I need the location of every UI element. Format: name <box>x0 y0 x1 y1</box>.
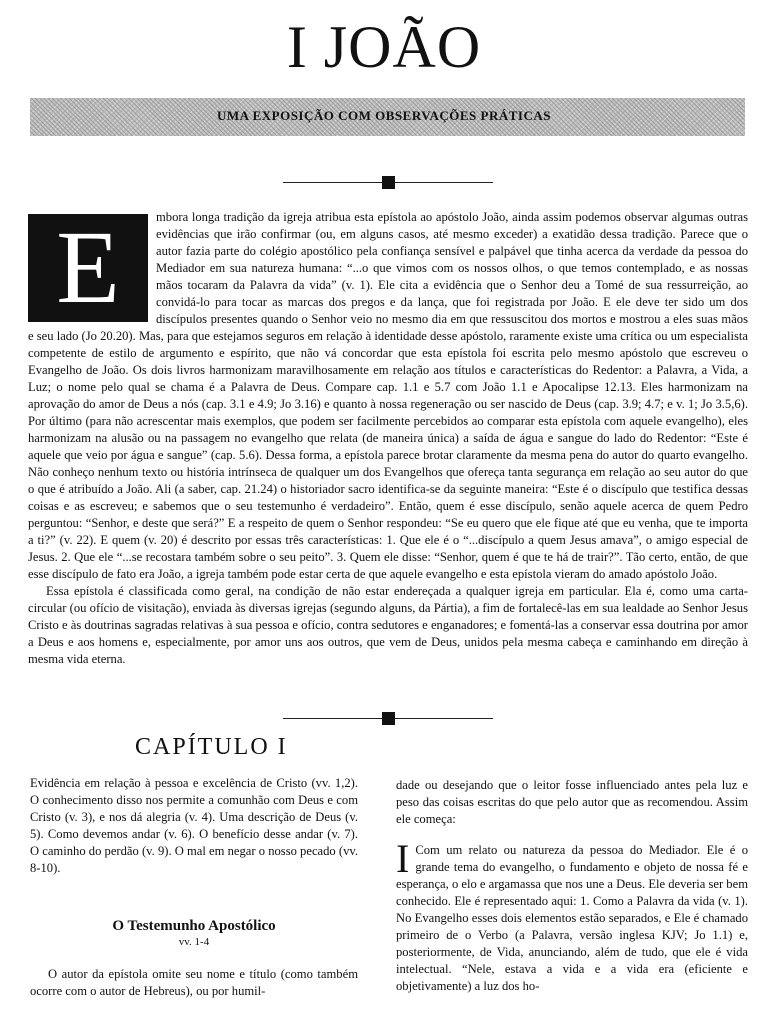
intro-paragraph-1: mbora longa tradição da igreja atribua esta epístola ao apóstolo João, ainda assim podemos observar algumas outras evidências que irão confirmar (ou, em alguns casos, até mesmo exceder) a exatidão dessa tradição. Parece que o autor fazia parte do colégio apostólico pela confiança sensível e palpável que tinha acerca da verdade da pessoa do Mediador em sua natureza humana: “...o que vimos com os nossos olhos, o que temos contemplado, e as nossas mãos tocaram da Palavra da vida” (v. 1). Ele cita a evidência que o Senhor deu a Tomé de sua ressurreição, ao convidá-lo para tocar as marcas dos pregos e da lança, que foi registrada por João. E ele deve ter sido um dos discípulos presentes quando o Senhor veio no mesmo dia em que ressuscitou dos mortos e mostrou a eles suas mãos e seu lado (Jo 20.20). Mas, para que estejamos seguros em relação à identidade desse apóstolo, raramente existe uma crítica ou um especialista competente de estilo de argumento e espírito, que não vá concordar que esta epístola foi escrita pelo mesmo apóstolo que escreveu o Evangelho de João. Os dois livros harmonizam maravilhosamente em relação aos títulos e características do Redentor: a Palavra, a Vida, a Luz; o nome pelo qual se chama é a Palavra de Deus. Compare cap. 1.1 e 5.7 com João 1.1 e Apocalipse 12.13. Eles harmonizam na aprovação do amor de Deus a nós (cap. 3.1 e 4.9; Jo 3.16) e quanto à nossa regeneração ou ser nascido de Deus (cap. 3.9; 4.7; e v. 1; Jo 3.5,6). Por último (para não acrescentar mais exemplos, que podem ser facilmente percebidos ao comparar esta epístola com aquele evangelho), eles harmonizam na alusão ou na passagem no evangelho que relata (de maneira única) a saída de água e sangue do lado do Redentor: “Este é aquele que veio por água e sangue” (cap. 5.6). Dessa forma, a epístola parece brotar claramente da mesma pena do autor do quarto evangelho. Não conheço nenhum texto ou história intrínseca de qualquer um dos Evangelhos que ofereça tanta segurança em relação ao seu autor do que o que é atribuído a João. Ali (a saber, cap. 21.24) o historiador sacro identifica-se da seguinte maneira: “Este é o discípulo que testifica dessas coisas e as escreveu; e sabemos que o seu testemunho é verdadeiro”. Então, quem é esse discípulo, senão aquele acerca de quem Pedro perguntou: “Senhor, e deste que será?” E a respeito de quem o Senhor respondeu: “Se eu quero que ele fique até que eu venha, que te importa a ti?” (v. 22). E quem (v. 20) é descrito por essas três características: 1. Que ele é o “...discípulo a quem Jesus amava”, o amigo especial de Jesus. 2. Que ele “...se recostara também sobre o seu peito”. 3. Quem ele disse: “Senhor, quem é que te há de trair?”. Tão certo, então, de que esse discípulo de fato era João, a igreja também pode estar certa de que aquele evangelho e esta epístola vieram do amado apóstolo João. <box>28 210 748 581</box>
chapter-summary: Evidência em relação à pessoa e excelência de Cristo (vv. 1,2). O conhecimento disso nos permite a comunhão com Deus e com Cristo (v. 3), e nos dá alegria (v. 4). Uma descrição de Deus (v. 5). Como devemos andar (v. 6). O benefício desse andar (v. 7). O caminho do perdão (v. 9). O mal em negar o nosso pecado (vv. 8-10). <box>30 776 358 875</box>
section-title: O Testemunho Apostólico <box>112 918 276 934</box>
drop-cap: E <box>28 214 148 322</box>
intro-text <box>28 209 748 668</box>
section-text-left: O autor da epístola omite seu nome e título (como também ocorre com o autor de Hebreus), ou por humil- <box>30 967 358 998</box>
divider-ornament <box>283 176 493 190</box>
section-text-right <box>396 836 748 995</box>
divider-ornament-2 <box>283 712 493 726</box>
chapter-summary-continued: dade ou desejando que o leitor fosse influenciado antes pela luz e peso das coisas escritas do que pelo autor que as recomendou. Assim ele começa: <box>396 778 748 826</box>
section-text-right-body: Com um relato ou natureza da pessoa do Mediador. Ele é o grande tema do evangelho, o fundamento e objeto de nossa fé e esperança, o elo e argamassa que nos une a Deus. Ele deveria ser bem conhecido. Ele é representado aqui: 1. Como a Palavra da vida (v. 1). No Evangelho esses dois elementos estão separados, e Ele é chamado primeiro de o Verbo (a Palavra, versão inglesa KJV; Jo 1.1) e, posteriormente, de Vida, anunciando, além de tudo, que ele é vida intelectual. “Nele, estava a vida e a vida era (eficiente e objetivamente) a luz dos ho- <box>396 843 748 993</box>
book-subtitle: UMA EXPOSIÇÃO COM OBSERVAÇÕES PRÁTICAS <box>217 108 551 123</box>
chapter-title: CAPÍTULO I <box>135 734 288 760</box>
book-title: I JOÃO <box>286 14 482 80</box>
intro-paragraph-2: Essa epístola é classificada como geral, na condição de não estar endereçada a qualquer igreja em particular. Ela é, como uma carta-circular (ou ofício de visitação), enviada às diversas igrejas (segundo alguns, da Pártia), a fim de fortalecê-las em sua lealdade ao Senhor Jesus Cristo e às doutrinas sagradas relativas à sua pessoa e ofício, contra sedutores e enganadores; e fomentá-las a conservar essa doutrina por amor a Deus e aos homens e, especialmente, por amor uns aos outros, que vem de Deus, unidos pela mesma cabeça e caminhando em direção à mesma vida eterna. <box>28 584 748 666</box>
roman-numeral: I <box>396 836 410 881</box>
section-verses: vv. 1-4 <box>178 936 210 948</box>
